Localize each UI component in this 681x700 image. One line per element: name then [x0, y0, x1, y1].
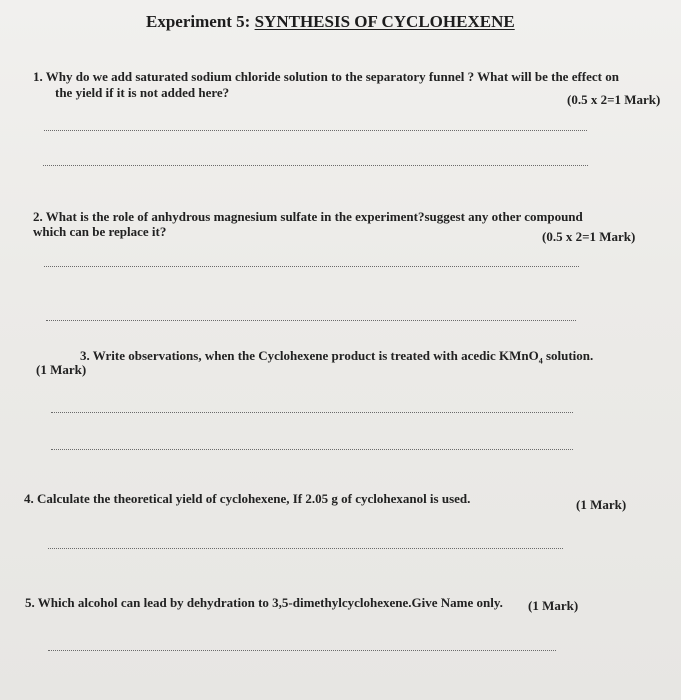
answer-line-3a	[51, 412, 573, 413]
question-2-marks: (0.5 x 2=1 Mark)	[542, 229, 636, 244]
question-1-line-1: 1. Why do we add saturated sodium chloride solution to the separatory funnel ? What will be the effect on	[33, 69, 619, 84]
answer-line-1a	[44, 130, 587, 131]
answer-line-2b	[46, 320, 576, 321]
answer-line-1b	[43, 165, 588, 166]
question-4-line-1: 4. Calculate the theoretical yield of cyclohexene, If 2.05 g of cyclohexanol is used.	[24, 491, 471, 506]
question-5-marks: (1 Mark)	[528, 598, 579, 613]
title-prefix: Experiment 5:	[146, 12, 255, 31]
answer-line-4	[48, 548, 563, 549]
question-1-marks: (0.5 x 2=1 Mark)	[567, 92, 661, 107]
question-3-line-1	[80, 349, 593, 366]
question-5-line-1: 5. Which alcohol can lead by dehydration to 3,5-dimethylcyclohexene.Give Name only.	[25, 595, 503, 610]
question-3-text: 3. Write observations, when the Cyclohexene product is treated with acedic KMnO	[80, 348, 539, 363]
question-3-text-end: solution.	[542, 348, 594, 363]
question-1-line-2: the yield if it is not added here?	[55, 85, 230, 100]
question-2-line-2: which can be replace it?	[33, 224, 167, 239]
question-4-marks: (1 Mark)	[576, 497, 627, 512]
question-2-line-1: 2. What is the role of anhydrous magnesium sulfate in the experiment?suggest any other compound	[33, 209, 583, 224]
title-subject: SYNTHESIS OF CYCLOHEXENE	[254, 12, 515, 31]
answer-line-5	[48, 650, 556, 651]
page-title	[146, 13, 515, 30]
question-3-marks: (1 Mark)	[36, 362, 87, 377]
answer-line-3b	[51, 449, 573, 450]
question-3-subscript: 4	[538, 356, 543, 366]
answer-line-2a	[44, 266, 579, 267]
